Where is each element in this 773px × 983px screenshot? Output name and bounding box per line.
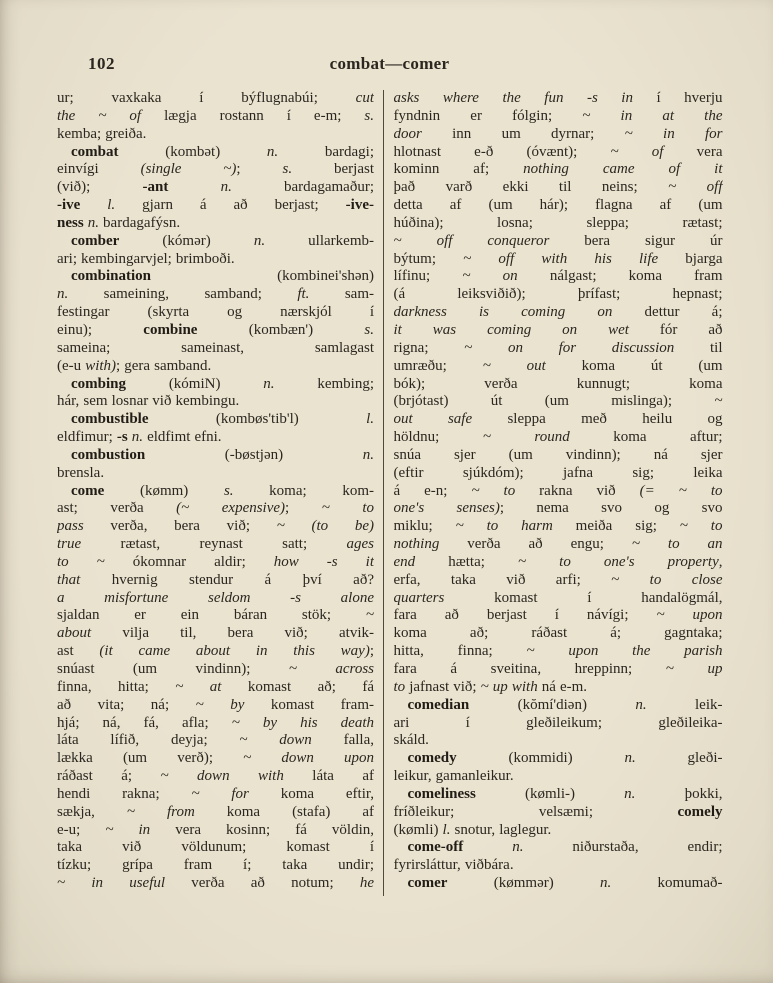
- text-line: combing (kómiN) n. kembing;: [71, 375, 374, 392]
- text-line: combustion (-bøstjən) n.: [71, 446, 374, 463]
- text-line: (við); -ant n. bardagamaður;: [57, 179, 374, 196]
- text-line: hlotnast e-ð (óvænt); ~ of vera: [393, 143, 723, 160]
- text-line: to jafnast við; ~ up with ná e-m.: [393, 678, 588, 695]
- text-line: it was coming on wet fór að: [393, 321, 723, 338]
- text-line: that hvernig stendur á því að?: [57, 571, 374, 588]
- text-line: það varð ekki til neins; ~ off: [393, 179, 723, 196]
- text-line: (eftir sjúkdóm); jafna sig; leika: [393, 464, 723, 481]
- text-line: (á leiksviðið); þrífast; hepnast;: [393, 286, 723, 303]
- text-line: detta af (um hár); flagna af (um: [393, 197, 723, 214]
- text-line: fyrirsláttur, viðbára.: [393, 857, 514, 874]
- text-line: húðina); losna; sleppa; rætast;: [393, 214, 723, 231]
- text-line: ur; vaxkaka í býflugnabúi; cut: [57, 90, 374, 106]
- text-line: out safe sleppa með heilu og: [393, 411, 723, 428]
- text-line: snúast (um vindinn); ~ across: [57, 661, 374, 677]
- text-line: quarters komast í handalögmál,: [393, 589, 723, 606]
- text-line: fríðleikur; velsæmi; comely: [393, 803, 723, 820]
- text-line: combat (kombət) n. bardagi;: [71, 143, 374, 160]
- text-line: comeliness (kømli-) n. þokki,: [407, 785, 723, 802]
- text-line: (e-u with); gera samband.: [57, 357, 212, 374]
- text-line: ráðast á; ~ down with láta af: [57, 768, 374, 785]
- text-line: asks where the fun -s in í hverju: [393, 90, 723, 106]
- text-line: kemba; greiða.: [57, 125, 147, 142]
- text-line: the ~ of lægja rostann í e-m; s.: [57, 107, 374, 124]
- text-line: come (kømm) s. koma; kom-: [71, 482, 374, 499]
- text-line: snúa sjer (um vindinn); ná sjer: [393, 446, 723, 463]
- text-line: n. sameining, samband; ft. sam-: [57, 286, 374, 303]
- text-line: darkness is coming on dettur á;: [393, 304, 723, 321]
- text-line: sameina; sameinast, samlagast: [57, 339, 374, 356]
- text-line: hendi rakna; ~ for koma eftir,: [57, 785, 374, 802]
- text-line: brensla.: [57, 464, 105, 481]
- right-column-text: [394, 90, 723, 893]
- text-line: einvígi (single ~); s. berjast: [57, 161, 374, 178]
- text-line: láta lífið, deyja; ~ down falla,: [57, 732, 374, 749]
- text-line: ~ off conqueror bera sigur úr: [393, 232, 723, 249]
- page-number: 102: [88, 54, 115, 73]
- text-line: (kømli) l. snotur, laglegur.: [393, 821, 552, 838]
- text-line: hjá; ná, fá, afla; ~ by his death: [57, 714, 374, 731]
- text-line: á e-n; ~ to rakna við (= ~ to: [393, 482, 723, 499]
- text-line: fyndnin er fólgin; ~ in at the: [393, 107, 723, 124]
- text-line: (brjótast) út (um mislinga); ~: [393, 393, 723, 410]
- text-line: about vilja til, bera við; atvik-: [57, 625, 374, 642]
- text-line: comber (kómər) n. ullarkemb-: [71, 232, 374, 249]
- text-line: -ive l. gjarn á að berjast; -ive-: [57, 197, 374, 214]
- text-line: tízku; grípa fram í; taka undir;: [57, 857, 374, 874]
- text-line: end hætta; ~ to one's property,: [393, 553, 723, 570]
- text-line: ast (it came about in this way);: [57, 643, 374, 660]
- text-columns: [57, 90, 723, 896]
- text-line: rigna; ~ on for discussion til: [393, 339, 723, 356]
- text-line: miklu; ~ to harm meiða sig; ~ to: [393, 518, 723, 535]
- text-line: fara að berjast í návígi; ~ upon: [393, 607, 723, 624]
- text-line: finna, hitta; ~ at komast að; fá: [57, 678, 374, 695]
- text-line: taka við völdunum; komast í: [57, 839, 374, 856]
- text-line: one's senses); nema svo og svo: [393, 500, 723, 517]
- text-line: nothing verða að engu; ~ to an: [393, 536, 723, 553]
- text-line: leikur, gamanleikur.: [393, 768, 514, 785]
- text-line: festingar (skyrta og nærskjól í: [57, 304, 374, 321]
- text-line: erfa, taka við arfi; ~ to close: [393, 571, 723, 588]
- text-line: koma að; ráðast á; gagntaka;: [393, 625, 723, 642]
- text-line: sækja, ~ from koma (stafa) af: [57, 803, 374, 820]
- text-line: door inn um dyrnar; ~ in for: [393, 125, 723, 142]
- text-line: to ~ ókomnar aldir; how -s it: [57, 553, 374, 570]
- text-line: lækka (um verð); ~ down upon: [57, 750, 374, 767]
- text-line: comedian (kŏmí'diən) n. leik-: [407, 696, 723, 713]
- text-line: skáld.: [393, 732, 429, 749]
- text-line: umræðu; ~ out koma út (um: [393, 357, 723, 374]
- text-line: come-off n. niðurstaða, endir;: [407, 839, 723, 856]
- text-line: bók); verða kunnugt; koma: [393, 375, 723, 392]
- text-line: lífinu; ~ on nálgast; koma fram: [393, 268, 723, 285]
- text-line: combustible (kombøs'tib'l) l.: [71, 411, 374, 428]
- text-line: eldfimur; -s n. eldfimt efni.: [57, 429, 222, 446]
- text-line: pass verða, bera við; ~ (to be): [57, 518, 374, 535]
- text-line: a misfortune seldom -s alone: [57, 589, 374, 606]
- text-line: að vita; ná; ~ by komast fram-: [57, 696, 374, 713]
- left-column-text: [57, 90, 374, 893]
- page-header: [57, 54, 722, 76]
- text-line: hitta, finna; ~ upon the parish: [393, 643, 723, 660]
- text-line: ast; verða (~ expensive); ~ to: [57, 500, 374, 517]
- text-line: hár, sem losnar við kembingu.: [57, 393, 240, 410]
- text-line: einu); combine (kombæn') s.: [57, 321, 374, 338]
- text-line: sjaldan er ein báran stök; ~: [57, 607, 374, 624]
- text-line: true rætast, reynast satt; ages: [57, 536, 374, 553]
- text-line: comedy (kommidi) n. gleði-: [407, 750, 723, 767]
- text-line: e-u; ~ in vera kosinn; fá völdin,: [57, 821, 374, 838]
- text-line: ari; kembingarvjel; brimboði.: [57, 250, 235, 267]
- text-line: höldnu; ~ round koma aftur;: [393, 429, 723, 446]
- text-line: fara á sveitina, hreppinn; ~ up: [393, 661, 723, 677]
- text-line: ~ in useful verða að notum; he: [57, 875, 374, 892]
- text-line: comer (kømmər) n. komumað-: [407, 875, 723, 892]
- column-divider-rule: [383, 90, 384, 896]
- text-line: combination (kombinei'shən): [71, 268, 374, 285]
- text-line: kominn af; nothing came of it: [393, 161, 723, 178]
- running-head: combat—comer: [329, 54, 450, 73]
- text-line: býtum; ~ off with his life bjarga: [393, 250, 723, 267]
- text-line: ari í gleðileikum; gleðileika-: [393, 714, 723, 731]
- text-line: ness n. bardagafýsn.: [57, 214, 181, 231]
